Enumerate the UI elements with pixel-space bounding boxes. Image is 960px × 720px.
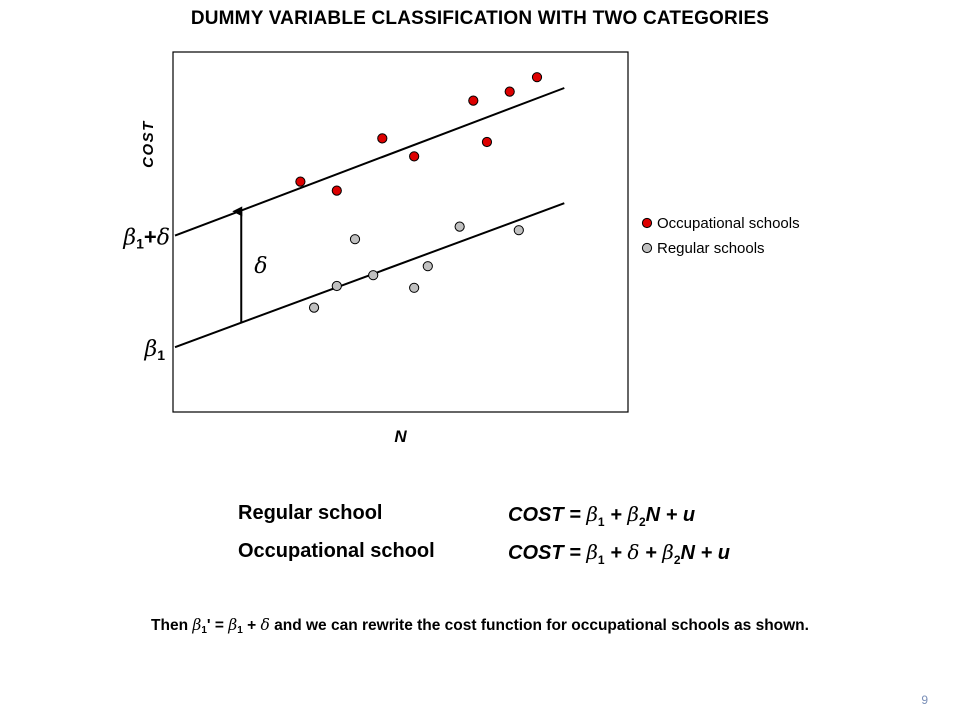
shift-arrow-group: [241, 211, 267, 322]
regular-point: [455, 222, 464, 231]
occupational-point: [332, 186, 341, 195]
beta-symbol: β: [627, 502, 639, 526]
subscript: 1: [201, 625, 207, 636]
occupational-point: [482, 137, 491, 146]
regular-point: [332, 281, 341, 290]
eq-text: COST =: [508, 542, 587, 564]
subscript: 1: [597, 553, 605, 567]
occupational-point: [505, 87, 514, 96]
eq-text: +: [604, 542, 628, 564]
occupational-point: [410, 152, 419, 161]
subscript: 1: [157, 347, 165, 364]
y-axis-label: COST: [140, 120, 157, 168]
eq-text: +: [639, 542, 663, 564]
beta-symbol: β: [662, 540, 674, 564]
equation-formula-regular: [508, 502, 695, 529]
plus-sign: +: [143, 224, 157, 250]
equation-formula-occupational: [508, 540, 730, 567]
eq-text: COST =: [508, 504, 587, 526]
eq-text: N + u: [645, 504, 696, 526]
beta-symbol: β: [586, 502, 598, 526]
legend-label-occupational: Occupational schools: [657, 215, 800, 232]
subscript: 1: [237, 625, 243, 636]
beta-symbol: β: [586, 540, 598, 564]
beta-symbol: β: [144, 337, 158, 363]
equation-occupational: [0, 540, 960, 566]
regular-point: [369, 271, 378, 280]
subscript: 2: [638, 515, 646, 529]
caption-text: Then: [151, 617, 193, 634]
delta-symbol: δ: [627, 540, 640, 564]
regular-point: [350, 235, 359, 244]
equation-label-regular: Regular school: [238, 502, 383, 524]
caption: [0, 616, 960, 636]
legend-marker-occupational: [642, 218, 651, 227]
slide-title: DUMMY VARIABLE CLASSIFICATION WITH TWO CATEGORIES: [190, 8, 770, 29]
data-points: [296, 73, 542, 313]
equation-label-occupational: Occupational school: [238, 540, 435, 562]
subscript: 1: [597, 515, 605, 529]
equation-regular: [0, 502, 960, 528]
regression-lines: [175, 88, 564, 347]
occupational-point: [296, 177, 305, 186]
legend: [642, 215, 799, 257]
regular-point: [309, 303, 318, 312]
delta-symbol: δ: [156, 225, 170, 251]
subscript: 1: [136, 235, 144, 252]
occupational-point: [469, 96, 478, 105]
regular-point: [423, 262, 432, 271]
beta-symbol: β: [123, 225, 137, 251]
subscript: 2: [673, 553, 681, 567]
occupational-point: [532, 73, 541, 82]
caption-text: and we can rewrite the cost function for occupational schools as shown.: [269, 617, 809, 634]
beta-symbol: β: [228, 616, 238, 634]
legend-label-regular: Regular schools: [657, 240, 765, 257]
intercept-label-base: [143, 337, 165, 363]
page-number: 9: [921, 693, 928, 707]
occupational-regression-line: [175, 88, 564, 236]
caption-text: +: [242, 617, 261, 634]
axis-labels: [122, 120, 407, 446]
regular-point: [410, 283, 419, 292]
occupational-point: [378, 134, 387, 143]
regular-point: [514, 226, 523, 235]
eq-text: N + u: [680, 542, 730, 564]
intercept-label-shifted: [122, 225, 170, 252]
shift-arrow-label: δ: [254, 254, 268, 280]
eq-text: +: [604, 504, 628, 526]
legend-marker-regular: [642, 243, 651, 252]
delta-symbol: δ: [260, 616, 270, 634]
caption-text: ' =: [206, 617, 229, 634]
beta-symbol: β: [192, 616, 202, 634]
x-axis-label: N: [394, 427, 407, 446]
